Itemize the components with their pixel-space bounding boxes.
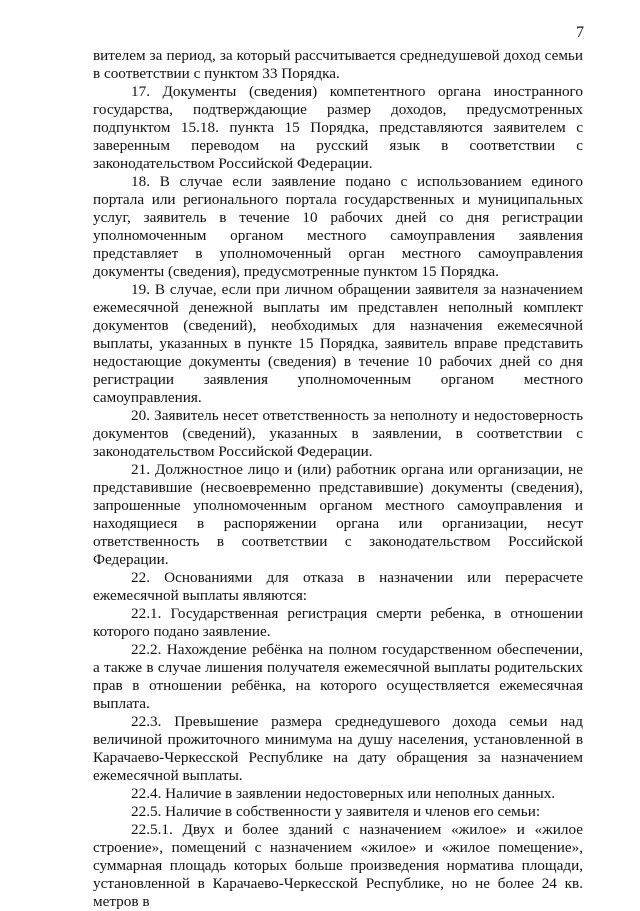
paragraph-22-5: 22.5. Наличие в собственности у заявителя и членов его семьи: bbox=[131, 803, 541, 820]
paragraph-continuation: вителем за период, за который рассчитывается среднедушевой доход семьи в соответствии с пунктом 33 Порядка. bbox=[93, 47, 583, 82]
paragraph-20: 20. Заявитель несет ответственность за неполноту и недостоверность документов (сведений), указанных в заявлении, в соответствии с законодательством Российской Федерации. bbox=[93, 407, 583, 460]
paragraph-22: 22. Основаниями для отказа в назначении или перерасчете ежемесячной выплаты являются: bbox=[93, 569, 583, 604]
paragraph-18: 18. В случае если заявление подано с использованием единого портала или регионального портала государственных и муниципальных услуг, заявитель в течение 10 рабочих дней со дня регистрации уполномоченным органом местного самоуправления заявления представляет в уполномоченный орган местного самоуправления документы (сведения), предусмотренные пунктом 15 Порядка. bbox=[93, 173, 583, 280]
page-number: 7 bbox=[576, 24, 584, 41]
paragraph-22-2: 22.2. Нахождение ребёнка на полном государственном обеспечении, а также в случае лишения получателя ежемесячной выплаты родительских прав в отношении ребёнка, на которого осуществляется ежемесячная выплата. bbox=[93, 641, 583, 712]
paragraph-17: 17. Документы (сведения) компетентного органа иностранного государства, подтверждающие размер доходов, предусмотренных подпунктом 15.18. пункта 15 Порядка, представляются заявителем с заверенным переводом на русский язык в соответствии с законодательством Российской Федерации. bbox=[93, 83, 583, 172]
paragraph-22-1: 22.1. Государственная регистрация смерти ребенка, в отношении которого подано заявление. bbox=[93, 605, 583, 640]
paragraph-22-5-1: 22.5.1. Двух и более зданий с назначением «жилое» и «жилое строение», помещений с назначением «жилое» и «жилое помещение», суммарная площадь которых больше произведения норматива площади, установленной в Карачаево-Черкесской Республике, но не более 24 кв. метров в bbox=[93, 821, 583, 910]
paragraph-22-4: 22.4. Наличие в заявлении недостоверных или неполных данных. bbox=[131, 785, 556, 802]
paragraph-19: 19. В случае, если при личном обращении заявителя за назначением ежемесячной денежной выплаты им представлен неполный комплект документов (сведений), необходимых для назначения ежемесячной выплаты, указанных в пункте 15 Порядка, заявитель вправе представить недостающие документы (сведения) в течение 10 рабочих дней со дня регистрации заявления уполномоченным органом местного самоуправления. bbox=[93, 281, 583, 406]
paragraph-21: 21. Должностное лицо и (или) работник органа или организации, не представившие (несвоевременно представившие) документы (сведения), запрошенные уполномоченным органом местного самоуправления и находящиеся в распоряжении органа или организации, несут ответственность в соответствии с законодательством Российской Федерации. bbox=[93, 461, 583, 568]
paragraph-22-3: 22.3. Превышение размера среднедушевого дохода семьи над величиной прожиточного минимума на душу населения, установленной в Карачаево-Черкесской Республике на дату обращения за назначением ежемесячной выплаты. bbox=[93, 713, 583, 784]
document-body bbox=[93, 47, 583, 911]
